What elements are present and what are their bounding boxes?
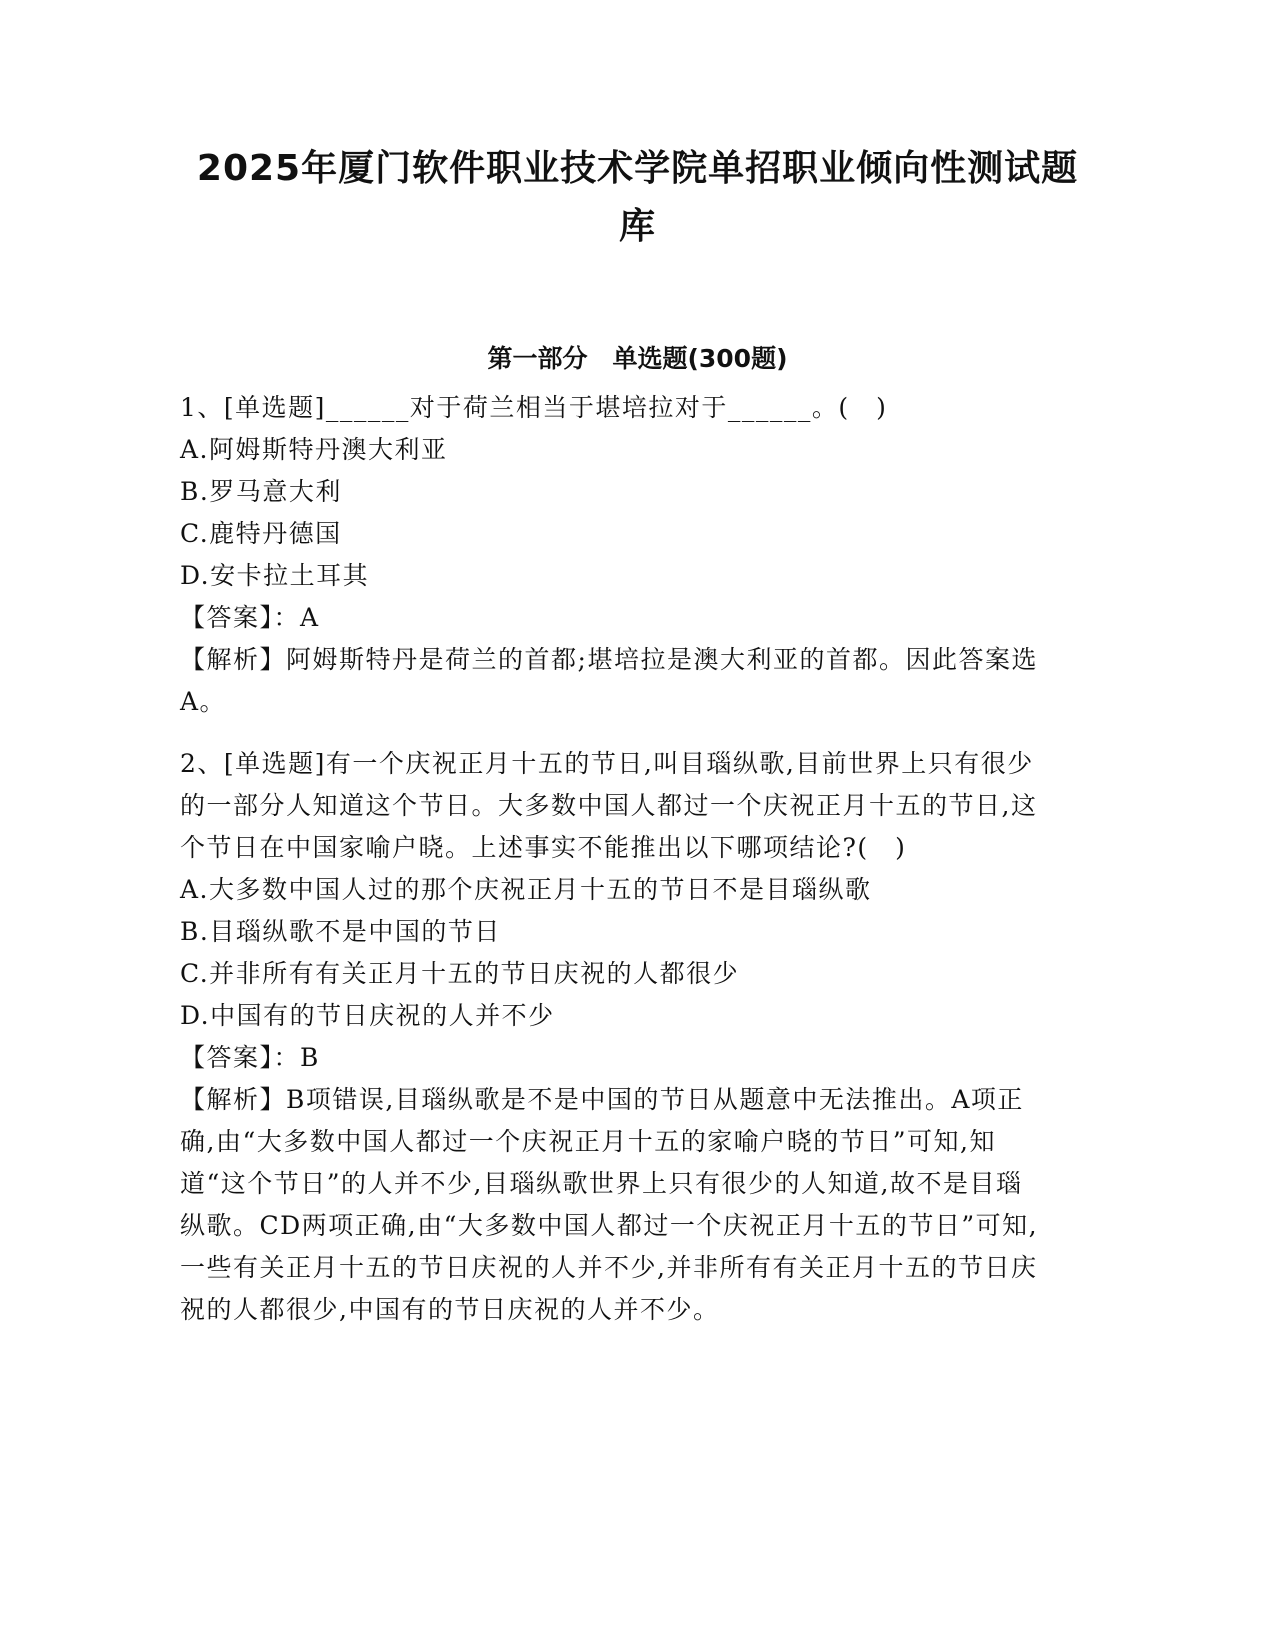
question-2-prompt: 2、[单选题]有一个庆祝正月十五的节日,叫目瑙纵歌,目前世界上只有很少的一部分人知道这个节日。大多数中国人都过一个庆祝正月十五的节日,这个节日在中国家喻户晓。上述事实不能推出以下哪项结论?( ): [180, 749, 1038, 862]
document-title: 2025年厦门软件职业技术学院单招职业倾向性测试题库: [196, 148, 1079, 247]
question-1-answer-label: 【答案】：: [180, 603, 301, 632]
question-2: [180, 743, 1040, 1331]
question-1-option-d: D.安卡拉土耳其: [180, 561, 370, 590]
question-1: [180, 387, 1040, 723]
question-2-analysis-label: 【解析】: [180, 1085, 287, 1114]
question-1-answer-value: A: [300, 603, 320, 632]
question-list: [180, 387, 1040, 1351]
question-1-analysis-text: 阿姆斯特丹是荷兰的首都;堪培拉是澳大利亚的首都。因此答案选A。: [180, 645, 1038, 716]
question-2-option-d: D.中国有的节日庆祝的人并不少: [180, 1001, 555, 1030]
question-2-option-b: B.目瑙纵歌不是中国的节日: [180, 917, 501, 946]
question-1-answer: [180, 597, 1040, 639]
question-2-option-c: C.并非所有有关正月十五的节日庆祝的人都很少: [180, 959, 740, 988]
question-1-option-a: A.阿姆斯特丹澳大利亚: [180, 435, 448, 464]
question-2-analysis: [180, 1079, 1040, 1331]
question-2-answer-label: 【答案】：: [180, 1043, 301, 1072]
question-2-answer-value: B: [300, 1043, 320, 1072]
question-1-option-b: B.罗马意大利: [180, 477, 342, 506]
section-heading: 第一部分 单选题(300题): [487, 344, 788, 373]
question-2-answer: [180, 1037, 1040, 1079]
question-1-option-c: C.鹿特丹德国: [180, 519, 342, 548]
question-1-analysis-label: 【解析】: [180, 645, 287, 674]
question-1-analysis: [180, 639, 1040, 723]
question-2-analysis-text: B项错误,目瑙纵歌是不是中国的节日从题意中无法推出。A项正确,由“大多数中国人都过一个庆祝正月十五的家喻户晓的节日”可知,知道“这个节日”的人并不少,目瑙纵歌世界上只有很少的人知道,故不是目瑙纵歌。CD两项正确,由“大多数中国人都过一个庆祝正月十五的节日”可知,一些有关正月十五的节日庆祝的人并不少,并非所有有关正月十五的节日庆祝的人都很少,中国有的节日庆祝的人并不少。: [180, 1085, 1039, 1324]
question-2-option-a: A.大多数中国人过的那个庆祝正月十五的节日不是目瑙纵歌: [180, 875, 872, 904]
question-1-prompt: 1、[单选题]______对于荷兰相当于堪培拉对于______。( ): [180, 393, 888, 422]
